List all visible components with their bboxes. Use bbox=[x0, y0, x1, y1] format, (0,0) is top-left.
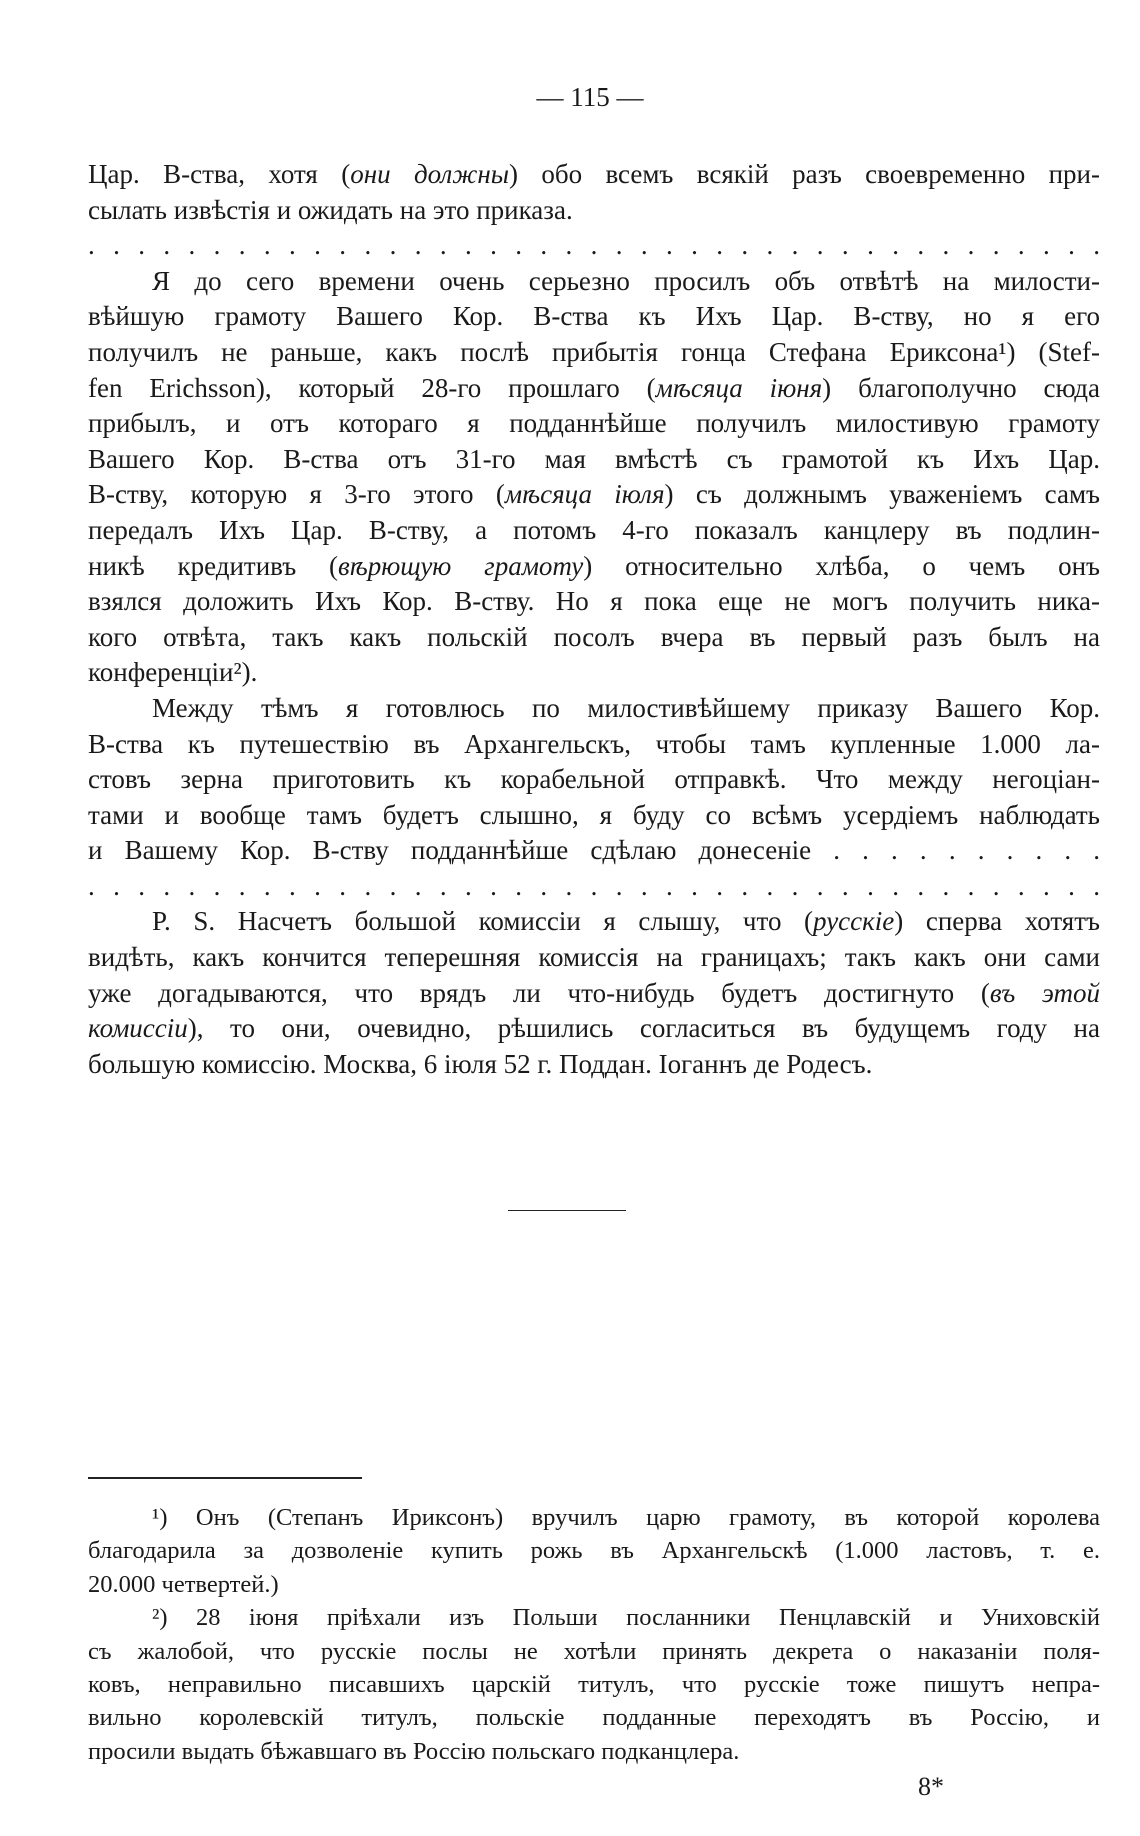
ellipsis-separator bbox=[88, 869, 1100, 905]
text-line bbox=[88, 798, 1100, 834]
text-line bbox=[88, 904, 1100, 940]
text-segment: уже догадываются, что врядъ ли что-нибудь будетъ достигнуто ( bbox=[88, 977, 990, 1008]
text-line bbox=[88, 228, 1100, 264]
footnotes bbox=[88, 1501, 1100, 1768]
paragraph bbox=[88, 904, 1100, 1082]
text-segment: fen Erichsson), который 28-го прошлаго ( bbox=[88, 372, 656, 403]
text-line bbox=[88, 691, 1100, 727]
text-line bbox=[88, 762, 1100, 798]
text-segment: ) благополучно сюда bbox=[822, 372, 1101, 403]
paragraph bbox=[88, 1501, 1100, 1601]
text-line bbox=[88, 976, 1100, 1012]
text-segment: взялся доложить Ихъ Кор. В-ству. Но я пока еще не могъ получить ника- bbox=[88, 586, 1100, 617]
text-line bbox=[88, 157, 1100, 193]
text-segment: получилъ не раньше, какъ послѣ прибытія гонца Стефана Ериксона¹) (Stef- bbox=[88, 336, 1100, 367]
text-segment: Вашего Кор. В-ства отъ 31-го мая вмѣстѣ съ грамотой къ Ихъ Цар. bbox=[88, 443, 1100, 474]
signature-mark: 8* bbox=[918, 1772, 944, 1801]
ellipsis-separator bbox=[88, 228, 1100, 264]
text-segment: и Вашему Кор. В-ству подданнѣйше сдѣлаю донесеніе . . . . . . . . . . bbox=[88, 835, 1100, 866]
text-segment: ²) 28 іюня пріѣхали изъ Польши посланники Пенцлавскій и Униховскій bbox=[152, 1604, 1100, 1632]
text-segment: ) обо всемъ всякій разъ своевременно при- bbox=[509, 159, 1100, 189]
paragraph bbox=[88, 264, 1100, 691]
text-segment: В-ству, которую я 3-го этого ( bbox=[88, 479, 505, 510]
text-line bbox=[88, 1047, 1100, 1083]
section-divider bbox=[508, 1210, 626, 1211]
text-segment: просили выдать бѣжавшаго въ Россію польскаго подканцлера. bbox=[88, 1737, 740, 1765]
paragraph bbox=[88, 1601, 1100, 1768]
text-line bbox=[88, 1568, 1100, 1601]
text-segment: ), то они, очевидно, рѣшились согласиться въ будущемъ году на bbox=[187, 1013, 1100, 1044]
text-segment: видѣть, какъ кончится теперешняя комиссія на границахъ; такъ какъ они сами bbox=[88, 942, 1100, 973]
text-line bbox=[88, 1635, 1100, 1668]
text-segment: ) съ должнымъ уваженіемъ самъ bbox=[664, 479, 1101, 510]
text-segment: P. S. Насчетъ большой комиссіи я слышу, что ( bbox=[152, 906, 814, 937]
text-segment: ковъ, неправильно писавшихъ царскій титулъ, что русскіе тоже пишутъ непра- bbox=[88, 1671, 1100, 1699]
text-line bbox=[88, 335, 1100, 371]
text-segment: В-ства къ путешествію въ Архангельскъ, чтобы тамъ купленные 1.000 ла- bbox=[88, 728, 1100, 759]
text-line bbox=[88, 1668, 1100, 1701]
text-segment: стовъ зерна приготовить къ корабельной отправкѣ. Что между негоціан- bbox=[88, 764, 1100, 795]
text-line bbox=[88, 406, 1100, 442]
text-line bbox=[88, 1601, 1100, 1634]
italic-text: въ этой bbox=[989, 977, 1100, 1008]
text-segment: ¹) Онъ (Степанъ Ириксонъ) вручилъ царю грамоту, въ которой королева bbox=[152, 1504, 1100, 1531]
text-segment: большую комиссію. Москва, 6 іюля 52 г. Поддан. Іоганнъ де Родесъ. bbox=[88, 1048, 873, 1079]
italic-text: комиссіи bbox=[88, 1013, 188, 1044]
text-line bbox=[88, 833, 1100, 869]
text-segment: . . . . . . . . . . . . . . . . . . . . . . . . . . . . . . . . . . . . . . . . . bbox=[88, 230, 1100, 261]
text-segment: сылать извѣстія и ожидать на это приказа. bbox=[88, 194, 573, 225]
text-segment: тами и вообще тамъ будетъ слышно, я буду со всѣмъ усердіемъ наблюдать bbox=[88, 799, 1100, 830]
text-line bbox=[88, 940, 1100, 976]
text-line bbox=[88, 371, 1100, 407]
text-line bbox=[88, 477, 1100, 513]
paragraph bbox=[88, 157, 1100, 228]
text-segment: ) относительно хлѣба, о чемъ онъ bbox=[583, 550, 1100, 581]
text-segment: вѣйшую грамоту Вашего Кор. В-ства къ Ихъ Цар. В-ству, но я его bbox=[88, 301, 1100, 332]
text-line bbox=[88, 264, 1100, 300]
text-segment: передалъ Ихъ Цар. В-ству, а потомъ 4-го показалъ канцлеру въ подлин- bbox=[88, 514, 1100, 545]
text-segment: ) сперва хотятъ bbox=[894, 906, 1100, 937]
page-number: — 115 — bbox=[536, 82, 644, 112]
italic-text: мѣсяца іюня bbox=[655, 372, 823, 403]
text-segment: Между тѣмъ я готовлюсь по милостивѣйшему приказу Вашего Кор. bbox=[152, 692, 1100, 723]
text-line bbox=[88, 1501, 1100, 1534]
text-segment: Цар. В-ства, хотя ( bbox=[88, 159, 351, 189]
text-segment: благодарила за дозволеніе купить рожь въ Архангельскѣ (1.000 ластовъ, т. е. bbox=[88, 1537, 1100, 1565]
text-segment: 20.000 четвертей.) bbox=[88, 1570, 279, 1598]
text-line bbox=[88, 513, 1100, 549]
text-line bbox=[88, 655, 1100, 691]
text-line bbox=[88, 869, 1100, 905]
text-segment: прибылъ, и отъ котораго я подданнѣйше получилъ милостивую грамоту bbox=[88, 408, 1100, 439]
text-line bbox=[88, 442, 1100, 478]
footnote-rule bbox=[88, 1477, 362, 1479]
text-segment: Я до сего времени очень серьезно просилъ объ отвѣтѣ на милости- bbox=[152, 265, 1100, 296]
text-segment: никѣ кредитивъ ( bbox=[88, 550, 339, 581]
text-line bbox=[88, 193, 1100, 229]
text-line bbox=[88, 1534, 1100, 1567]
text-segment: . . . . . . . . . . . . . . . . . . . . . . . . . . . . . . . . . . . . . . . . . bbox=[88, 870, 1100, 901]
italic-text: мѣсяца іюля bbox=[504, 479, 665, 510]
text-segment: кого отвѣта, такъ какъ польскій посолъ вчера въ первый разъ былъ на bbox=[88, 621, 1100, 652]
text-segment: вильно королевскій титулъ, польскіе подданные переходятъ въ Россію, и bbox=[88, 1704, 1100, 1732]
text-line bbox=[88, 727, 1100, 763]
italic-text: они должны bbox=[350, 159, 510, 189]
text-segment: съ жалобой, что русскіе послы не хотѣли принять декрета о наказаніи поля- bbox=[88, 1637, 1100, 1665]
text-segment: конференціи²). bbox=[88, 657, 258, 688]
italic-text: вѣрющую грамоту bbox=[338, 550, 584, 581]
text-line bbox=[88, 1701, 1100, 1734]
text-line bbox=[88, 1011, 1100, 1047]
text-line bbox=[88, 549, 1100, 585]
italic-text: русскіе bbox=[813, 906, 895, 937]
paragraph bbox=[88, 691, 1100, 869]
text-line bbox=[88, 299, 1100, 335]
text-line bbox=[88, 620, 1100, 656]
text-line bbox=[88, 584, 1100, 620]
text-line bbox=[88, 1735, 1100, 1768]
main-text bbox=[88, 157, 1100, 1082]
